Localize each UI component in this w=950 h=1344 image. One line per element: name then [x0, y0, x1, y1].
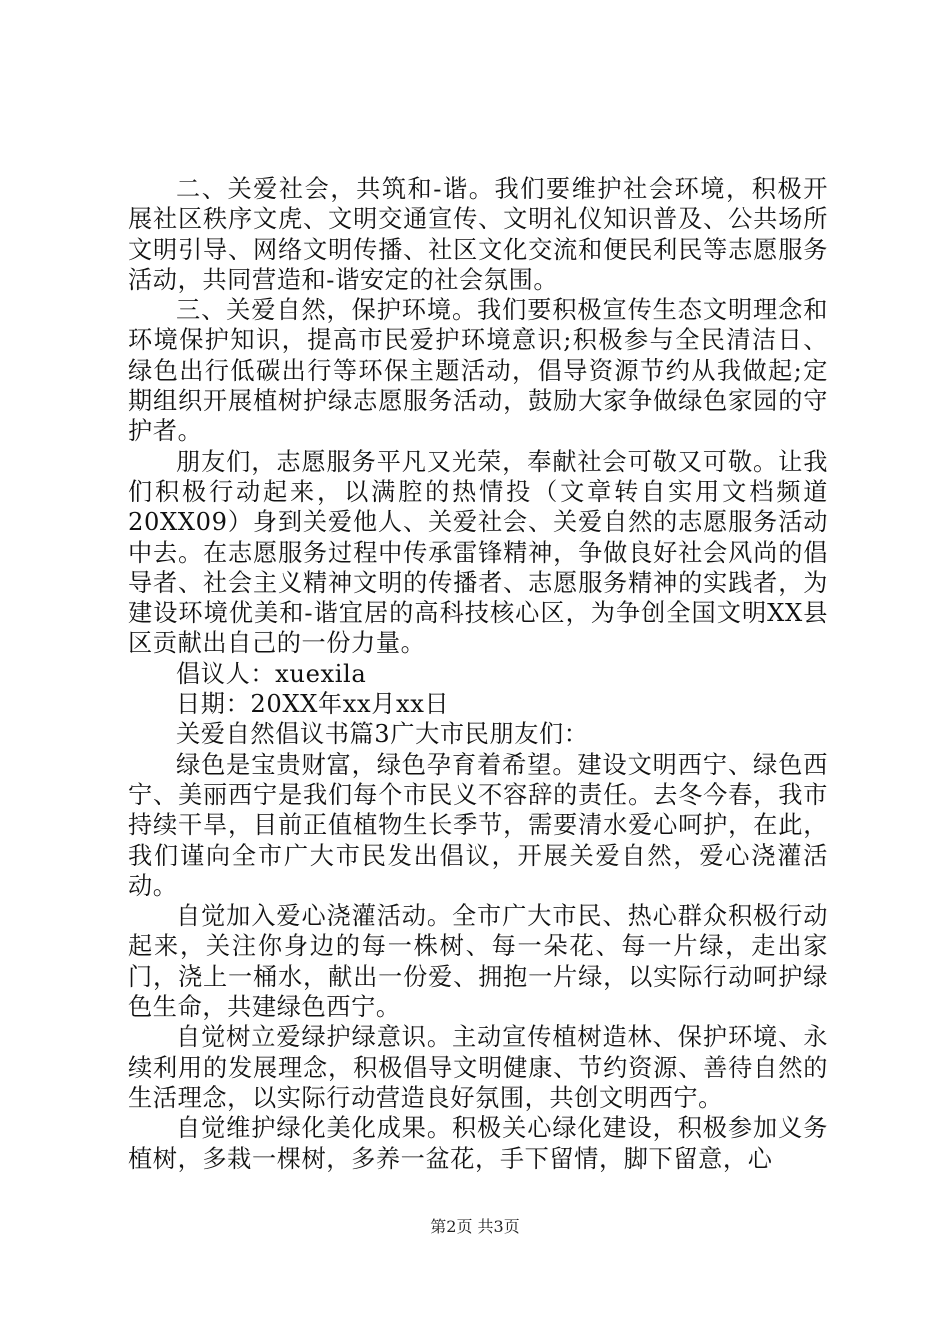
paragraph-maintain: 自觉维护绿化美化成果。积极关心绿化建设，积极参加义务植树，多栽一棵树，多养一盆花，手下留情，脚下留意，心: [128, 1114, 828, 1173]
date-line: 日期：20XX年xx月xx日: [176, 690, 450, 719]
paragraph-friends: 朋友们，志愿服务平凡又光荣，奉献社会可敬又可敬。让我们积极行动起来，以满腔的热情投（文章转自实用文档频道20XX09）身到关爱他人、关爱社会、关爱自然的志愿服务活动中去。在志愿服务过程中传承雷锋精神，争做良好社会风尚的倡导者、社会主义精神文明的传播者、志愿服务精神的实践者，为建设环境优美和-谐宜居的高科技核心区，为争创全国文明XX县区贡献出自己的一份力量。: [128, 447, 828, 658]
section-heading: 关爱自然倡议书篇3广大市民朋友们：: [176, 720, 589, 749]
signer-line: 倡议人：xuexila: [176, 659, 367, 688]
paragraph-awareness: 自觉树立爱绿护绿意识。主动宣传植树造林、保护环境、永续利用的发展理念，积极倡导文明健康、节约资源、善待自然的生活理念，以实际行动营造良好氛围，共创文明西宁。: [128, 1023, 828, 1112]
paragraph-green-wealth: 绿色是宝贵财富，绿色孕育着希望。建设文明西宁、绿色西宁、美丽西宁是我们每个市民义不容辞的责任。去冬今春，我市持续干旱，目前正值植物生长季节，需要清水爱心呵护，在此，我们谨向全市广大市民发出倡议，开展关爱自然，爱心浇灌活动。: [128, 750, 828, 900]
page-number: 第2页 共3页: [430, 1217, 520, 1236]
document-body: [128, 174, 828, 1174]
paragraph-care-nature: 三、关爱自然，保护环境。我们要积极宣传生态文明理念和环境保护知识，提高市民爱护环境意识;积极参与全民清洁日、绿色出行低碳出行等环保主题活动，倡导资源节约从我做起;定期组织开展植树护绿志愿服务活动，鼓励大家争做绿色家园的守护者。: [128, 296, 828, 446]
paragraph-join-watering: 自觉加入爱心浇灌活动。全市广大市民、热心群众积极行动起来，关注你身边的每一株树、每一朵花、每一片绿，走出家门，浇上一桶水，献出一份爱、拥抱一片绿，以实际行动呵护绿色生命，共建绿色西宁。: [128, 902, 828, 1022]
paragraph-care-society: 二、关爱社会，共筑和-谐。我们要维护社会环境，积极开展社区秩序文虎、文明交通宣传、文明礼仪知识普及、公共场所文明引导、网络文明传播、社区文化交流和便民利民等志愿服务活动，共同营造和-谐安定的社会氛围。: [128, 175, 828, 294]
